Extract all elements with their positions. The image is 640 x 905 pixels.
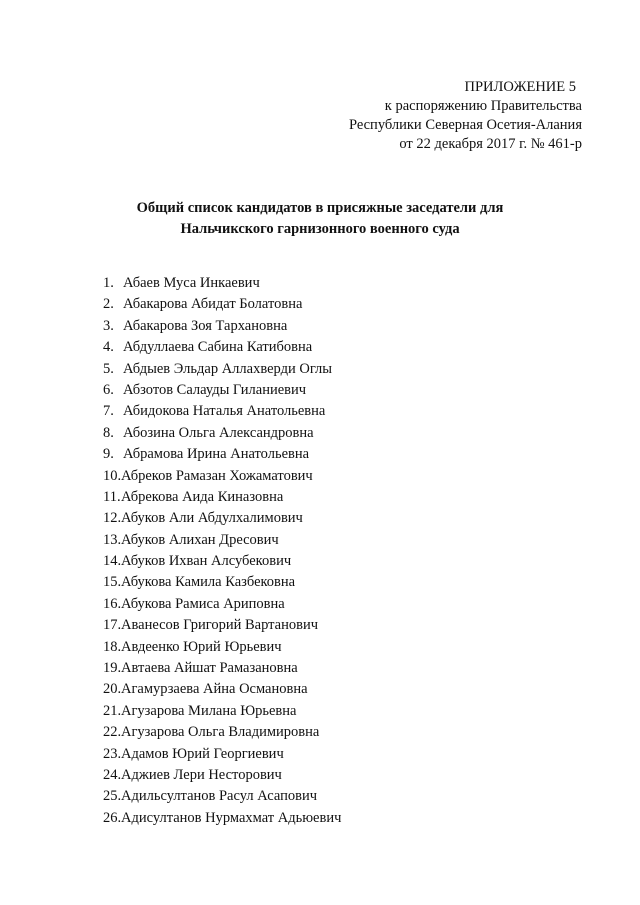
candidate-number: 11. (103, 488, 121, 505)
candidate-name: Абрамова Ирина Анатольевна (123, 446, 310, 463)
candidate-name: Абукова Камила Казбековна (121, 574, 296, 591)
appendix-number: ПРИЛОЖЕНИЕ 5 (464, 79, 576, 95)
candidate-list-item (103, 337, 341, 358)
candidate-name: Абрекова Аида Киназовна (121, 488, 284, 505)
candidate-number: 26. (103, 809, 122, 826)
candidate-list-item (103, 551, 341, 572)
candidate-list-item (103, 744, 341, 765)
candidate-name: Абуков Али Абдулхалимович (121, 510, 303, 527)
candidate-number: 5. (103, 360, 114, 377)
document-title-line-2: Нальчикского гарнизонного военного суда (180, 221, 460, 237)
candidate-number: 7. (103, 403, 114, 420)
candidate-list-item (103, 615, 341, 636)
candidate-list-item (103, 487, 341, 508)
candidate-number: 17. (103, 617, 122, 634)
candidate-list-item (103, 444, 341, 465)
candidate-list-item (103, 786, 341, 807)
candidate-name: Аванесов Григорий Вартанович (121, 617, 319, 634)
candidate-list-item (103, 316, 341, 337)
candidate-list-item (103, 594, 341, 615)
candidate-number: 25. (103, 788, 122, 805)
document-title-line-1: Общий список кандидатов в присяжные заседатели для (136, 200, 504, 216)
candidate-name: Абреков Рамазан Хожаматович (121, 467, 313, 484)
candidate-name: Абаев Муса Инкаевич (123, 275, 260, 291)
candidate-name: Агузарова Ольга Владимировна (121, 724, 320, 741)
candidate-number: 23. (103, 745, 122, 762)
candidate-number: 6. (103, 381, 114, 398)
candidate-name: Абуков Алихан Дресович (121, 531, 279, 548)
candidate-name: Аджиев Лери Несторович (121, 766, 282, 783)
candidate-number: 21. (103, 702, 122, 719)
candidate-list-item (103, 679, 341, 700)
candidate-list-item (103, 765, 341, 786)
candidate-list-item (103, 637, 341, 658)
candidate-list-item (103, 508, 341, 529)
candidate-list-item (103, 423, 341, 444)
candidate-number: 18. (103, 638, 122, 655)
candidate-number: 19. (103, 660, 122, 677)
candidate-list-item (103, 359, 341, 380)
appendix-date: от 22 декабря 2017 г. № 461-р (399, 136, 582, 152)
candidate-name: Адисултанов Нурмахмат Адьюевич (121, 809, 342, 826)
candidate-name: Абзотов Салауды Гиланиевич (123, 381, 307, 398)
candidate-name: Абакарова Зоя Тархановна (123, 317, 288, 334)
candidate-name: Абдыев Эльдар Аллахверди Оглы (123, 360, 333, 377)
candidate-list-item (103, 722, 341, 743)
candidate-list (103, 273, 341, 829)
candidate-name: Агамурзаева Айна Османовна (121, 681, 308, 698)
candidate-number: 1. (103, 275, 114, 291)
candidate-list-item (103, 658, 341, 679)
appendix-order-reference: к распоряжению Правительства (384, 98, 582, 114)
candidate-name: Абуков Ихван Алсубекович (121, 553, 292, 570)
candidate-number: 16. (103, 595, 122, 612)
candidate-number: 20. (103, 681, 122, 698)
candidate-list-item (103, 808, 341, 829)
candidate-list-item (103, 294, 341, 315)
candidate-list-item (103, 530, 341, 551)
candidate-number: 14. (103, 553, 122, 570)
candidate-name: Адамов Юрий Георгиевич (121, 745, 284, 762)
candidate-list-item (103, 701, 341, 722)
candidate-number: 24. (103, 766, 122, 783)
appendix-republic: Республики Северная Осетия-Алания (348, 117, 582, 133)
candidate-number: 12. (103, 510, 122, 527)
candidate-name: Абозина Ольга Александровна (123, 424, 314, 441)
candidate-list-item (103, 273, 341, 294)
candidate-list-item (103, 380, 341, 401)
candidate-number: 3. (103, 317, 114, 334)
candidate-name: Абдуллаева Сабина Катибовна (123, 339, 313, 356)
appendix-header (349, 78, 582, 154)
candidate-name: Автаева Айшат Рамазановна (121, 660, 298, 677)
candidate-list-item (103, 401, 341, 422)
candidate-number: 8. (103, 424, 114, 441)
candidate-number: 13. (103, 531, 122, 548)
candidate-name: Абукова Рамиса Ариповна (121, 595, 285, 612)
candidate-number: 9. (103, 446, 114, 463)
candidate-number: 10. (103, 467, 122, 484)
candidate-list-item (103, 466, 341, 487)
candidate-name: Агузарова Милана Юрьевна (121, 702, 297, 719)
candidate-name: Абидокова Наталья Анатольевна (123, 403, 326, 420)
candidate-number: 22. (103, 724, 122, 741)
candidate-name: Адильсултанов Расул Асапович (121, 788, 318, 805)
candidate-number: 15. (103, 574, 122, 591)
candidate-number: 4. (103, 339, 114, 356)
candidate-list-item (103, 572, 341, 593)
candidate-name: Авдеенко Юрий Юрьевич (121, 638, 282, 655)
document-title (0, 198, 640, 240)
candidate-number: 2. (103, 296, 114, 313)
candidate-name: Абакарова Абидат Болатовна (123, 296, 303, 313)
